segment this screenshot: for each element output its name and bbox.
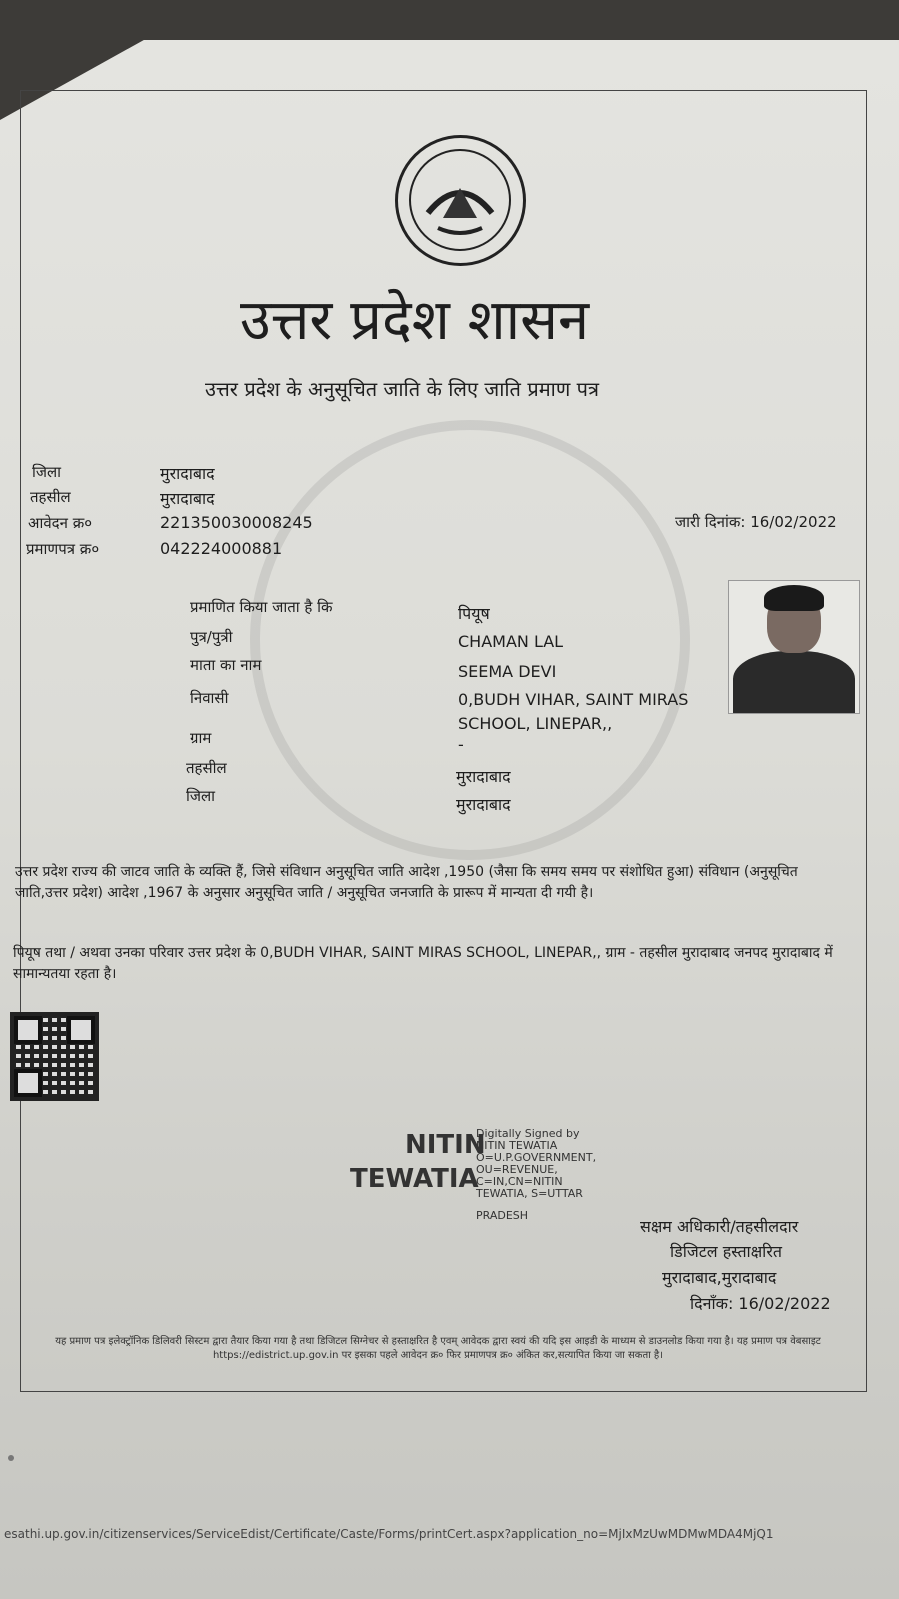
application-number: 221350030008245 xyxy=(160,513,313,532)
up-government-emblem xyxy=(395,135,526,266)
residence-paragraph: पियूष तथा / अथवा उनका परिवार उत्तर प्रदेश के 0,BUDH VIHAR, SAINT MIRAS SCHOOL, LINEPAR,, ग्राम - तहसील मुरादाबाद जनपद मुरादाबाद में सामान्यतया रहता है। xyxy=(13,945,833,982)
sign-place: मुरादाबाद,मुरादाबाद xyxy=(662,1268,777,1287)
application-label: आवेदन क्र० xyxy=(28,514,93,532)
mother-name: SEEMA DEVI xyxy=(458,662,557,681)
certificate-number: 042224000881 xyxy=(160,539,283,558)
qr-code-icon xyxy=(10,1012,99,1101)
certificate-label: प्रमाणपत्र क्र० xyxy=(26,540,100,558)
paper-mark xyxy=(8,1455,14,1461)
main-title: उत्तर प्रदेश शासन xyxy=(240,288,590,353)
issue-date: जारी दिनांक: 16/02/2022 xyxy=(675,513,837,531)
authority-title: सक्षम अधिकारी/तहसीलदार xyxy=(640,1217,799,1236)
person-district-label: जिला xyxy=(186,787,216,805)
father-name: CHAMAN LAL xyxy=(458,632,564,651)
sign-date: दिनाँक: 16/02/2022 xyxy=(690,1294,831,1313)
person-name: पियूष xyxy=(458,604,490,623)
person-tehsil-label: तहसील xyxy=(186,759,227,777)
person-district-value: मुरादाबाद xyxy=(456,795,511,814)
mother-label: माता का नाम xyxy=(190,656,262,674)
applicant-photo xyxy=(728,580,860,714)
emblem-icon xyxy=(398,138,523,263)
print-url: esathi.up.gov.in/citizenservices/ServiceEdist/Certificate/Caste/Forms/printCert.aspx?application_no=MjIxMzUwMDMwMDA4MjQ1 xyxy=(4,1527,774,1541)
digital-signature-details: Digitally Signed by NITIN TEWATIA O=U.P.GOVERNMENT, OU=REVENUE, C=IN,CN=NITIN TEWATIA, S=UTTAR PRADESH xyxy=(476,1127,597,1222)
address-line1: 0,BUDH VIHAR, SAINT MIRAS xyxy=(458,690,689,709)
district-value: मुरादाबाद xyxy=(160,464,215,483)
tehsil-value: मुरादाबाद xyxy=(160,489,215,508)
tehsil-label: तहसील xyxy=(30,488,71,506)
address-line2: SCHOOL, LINEPAR,, xyxy=(458,714,613,733)
certify-label: प्रमाणित किया जाता है कि xyxy=(190,598,333,616)
caste-paragraph: उत्तर प्रदेश राज्य की जाटव जाति के व्यक्ति हैं, जिसे संविधान अनुसूचित जाति आदेश ,1950 (जैसा कि समय समय पर संशोधित हुआ) संविधान (अनुसूचित जाति,उत्तर प्रदेश) आदेश ,1967 के अनुसार अनुसूचित जाति / अनुसूचित जनजाति के प्रारूप में मान्यता दी गयी है। xyxy=(15,864,798,901)
son-daughter-label: पुत्र/पुत्री xyxy=(190,628,233,646)
signer-name-line2: TEWATIA xyxy=(350,1164,479,1194)
signer-name-line1: NITIN xyxy=(405,1130,486,1160)
digital-signed-label: डिजिटल हस्ताक्षरित xyxy=(670,1242,782,1261)
person-tehsil-value: मुरादाबाद xyxy=(456,767,511,786)
footer-note: यह प्रमाण पत्र इलेक्ट्रॉनिक डिलिवरी सिस्टम द्वारा तैयार किया गया है तथा डिजिटल सिग्नेचर से हस्ताक्षरित है एवम् आवेदक द्वारा स्वयं की यदि इस आइडी के माध्यम से डाउनलोड किया गया है। यह प्रमाण पत्र वेबसाइट https://edistrict.up.gov.in पर इसका पहले आवेदन क्र० फिर प्रमाणपत्र क्र० अंकित कर,सत्यापित किया जा सकता है। xyxy=(55,1336,821,1361)
resident-label: निवासी xyxy=(190,689,229,707)
certificate-subtitle: उत्तर प्रदेश के अनुसूचित जाति के लिए जाति प्रमाण पत्र xyxy=(205,377,600,401)
village-label: ग्राम xyxy=(190,729,212,747)
district-label: जिला xyxy=(32,463,62,481)
village-value: - xyxy=(458,735,464,754)
